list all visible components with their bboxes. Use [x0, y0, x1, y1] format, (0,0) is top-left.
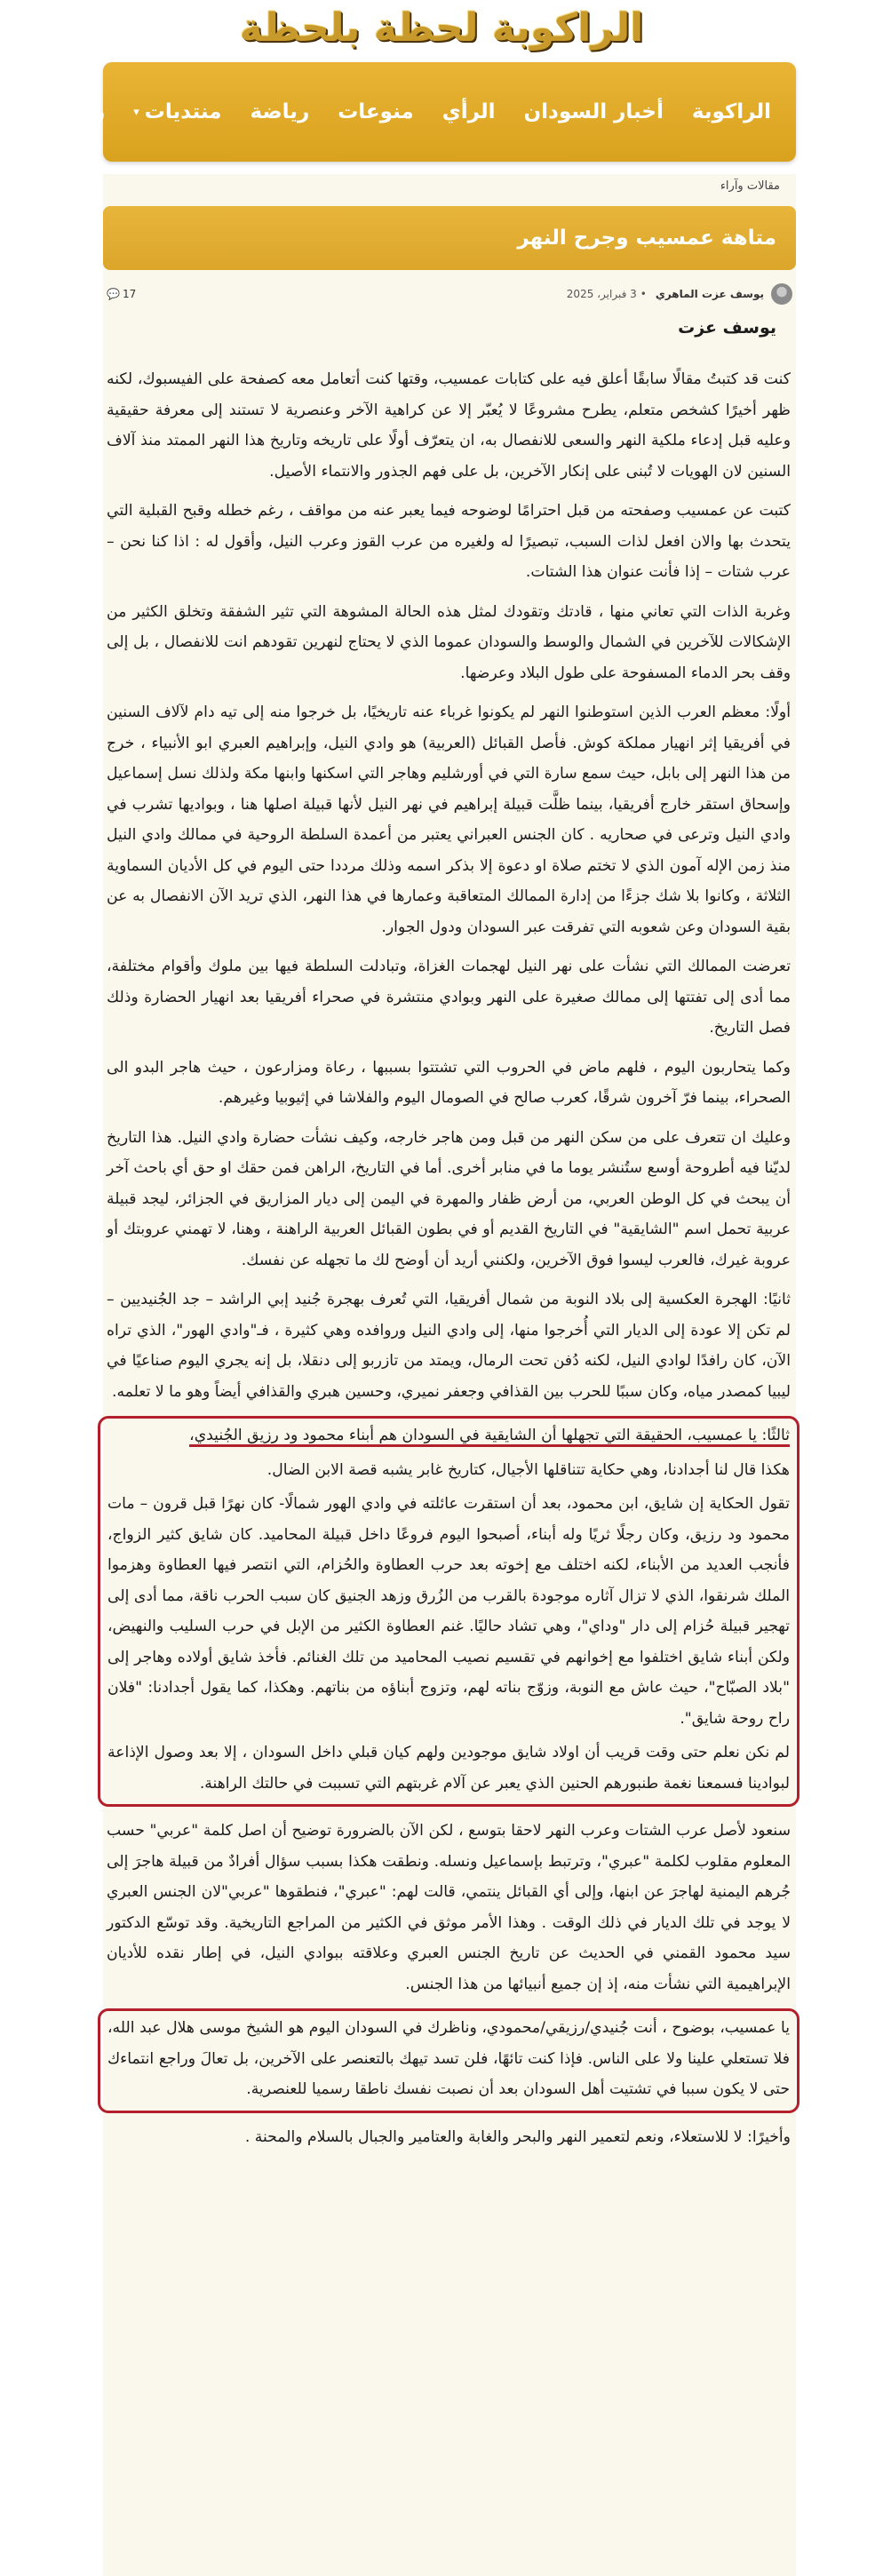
nav-label: الرأي	[442, 100, 496, 123]
logo-text: الراكوبة لحظة بلحظة	[239, 4, 644, 51]
article-final-paragraph: وأخيرًا: لا للاستعلاء، ونعم لتعمير النهر والبحر والغابة والعتامير والجبال بالسلام والمحنة .	[244, 2127, 791, 2146]
article-paragraph: تعرضت الممالك التي نشأت على نهر النيل لهجمات الغزاة، وتبادلت السلطة فيها بين ملوك وأقوام مختلفة، مما أدى إلى تفتتها إلى ممالك صغيرة على النهر وبوادي منتشرة في صحراء أفريقيا بعد انهيار الحضارة وذلك فصل التاريخ.	[107, 958, 791, 1037]
nav-item-sports[interactable]	[251, 100, 310, 123]
breadcrumb-category[interactable]: مقالات وآراء	[720, 179, 780, 193]
nav-item-sudan-news[interactable]	[524, 100, 664, 123]
article-paragraph: وكما يتحاربون اليوم ، فلهم ماض في الحروب التي تشتتوا بسببها ، رعاة ومزارعون ، حيث هاجر البدو الى الصحراء، بينما فرّ آخرون شرقًا، كعرب صالح في الصومال اليوم والفلاشا في إثيوبيا وغيرهم.	[107, 1058, 791, 1107]
highlight-box-shaigiya	[98, 1416, 799, 1807]
author-avatar[interactable]	[771, 283, 792, 305]
nav-item-forums[interactable]	[133, 100, 221, 123]
article-paragraph: ثانيًا: الهجرة العكسية إلى بلاد النوبة من شمال أفريقيا، التي تُعرف بهجرة جُنيد إبي الراشد – جد الجُنيديين – لم تكن إلا عودة إلى الديار التي أُخرجوا منها، إلى وادي النيل وروافده وهي كثيرة ، فـ"وادي الهور"، الذي تراه الآن، كان رافدًا لوادي النيل، لكنه دُفن تحت الرمال، ويمتد من تازربو إلى دنقلا، بل إنه يجري اليوم صناعيًا في ليبيا كمصدر مياه، وكان سببًا للحرب بين القذافي وجعفر نميري، وحسين هبري والقذافي أيضاً وهو ما لا تعلمه.	[107, 1291, 791, 1401]
site-logo[interactable]	[0, 0, 883, 55]
underlined-lead: ثالثًا: يا عمسيب، الحقيقة التي تجهلها أن الشايقية في السودان هم أبناء محمود ود رزيق الجُنيدي،	[189, 1427, 790, 1447]
nav-item-variety[interactable]	[338, 100, 414, 123]
nav-item-contact[interactable]	[42, 100, 105, 123]
article-paragraph: يا عمسيب، بوضوح ، أنت جُنيدي/رزيقي/محمودي، وناظرك في السودان اليوم هو الشيخ موسى هلال عبد الله، فلا تستعلي علينا ولا على الناس. فإذا كنت تائهًا، فلن تسد تيهك بالتعنصر على الآخرين، بل تعالَ وراجع انتماءك حتى لا يكون سببا في تشتيت أهل السودان بعد أن نصبت نفسك ناطقا رسميا للعنصرية.	[107, 2019, 790, 2098]
article-paragraph: لم نكن نعلم حتى وقت قريب أن اولاد شايق موجودين ولهم كيان قبلي داخل السودان ، إلا بعد وصول الإذاعة لبوادينا فسمعنا نغمة طنبورهم الحنين الذي يعبر عن آلام غربتهم التي تسببت في حالتك الراهنة.	[107, 1744, 790, 1793]
comment-count-text: 17	[122, 288, 137, 300]
article-meta	[103, 281, 796, 307]
article-paragraph: كنت قد كتبتُ مقالًا سابقًا أعلق فيه على كتابات عمسيب، وقتها كنت أتعامل معه كصفحة على الفيسبوك، لكنه ظهر أخيرًا كشخص متعلم، يطرح مشروعًا لا يُعبّر إلا عن كراهية الآخر وعنصرية لا تستند إلى معرفة حقيقية وعليه قبل إدعاء ملكية النهر والسعى للانفصال به، ان يتعرّف أولًا على تاريخه وتاريخ هذا النهر الممتد منذ آلاف السنين لان الهويات لا تُبنى على إنكار الآخرين، بل على فهم الجذور والانتماء الأصيل.	[107, 370, 791, 481]
comments-count[interactable]	[107, 288, 136, 300]
highlight-lead	[107, 1420, 790, 1451]
comment-icon: 💬	[107, 288, 120, 300]
article-title: متاهة عمسيب وجرح النهر	[517, 227, 776, 250]
article-paragraph: سنعود لأصل عرب الشتات وعرب النهر لاحقا بتوسع ، لكن الآن بالضرورة توضيح أن اصل كلمة "عربي" حسب المعلوم مقلوب لكلمة "عبري"، وترتبط بإسماعيل ونسله. ونطقت هكذا بسبب سؤال أفرادٌ من قبيلة هاجرَ إلى جُرهم اليمنية لهاجرَ عن ابنها، وإلى أي القبائل ينتمي، قالت لهم: "عبري"، فنطقوها "عربي"لان الجنس العبري لا يوجد في تلك الديار في ذلك الوقت . وهذا الأمر موثق في الكثير من المراجع التاريخية. وقد توسّع الدكتور سيد محمود القمني في الحديث عن تاريخ الجنس العبري وعلاقته ببوادي النيل، في إطار نقده للأديان الإبراهيمية التي نشأت منه، إذ إن جميع أنبيائها من هذا الجنس.	[107, 1822, 791, 1993]
article-paragraph: كتبت عن عمسيب وصفحته من قبل احترامًا لوضوحه فيما يعبر عنه من مواقف ، رغم خطله وقبح القبلية التي يتحدث بها والان افعل لذات السبب، تبصيرًا له ولغيره من عرب القوز وعرب النيل، وأقول له : اذا كنا نحن – عرب شتات – إذا فأنت عنوان هذا الشتات.	[107, 502, 791, 581]
nav-label: الراكوبة	[691, 100, 771, 123]
byline: يوسف عزت	[678, 318, 776, 338]
article-paragraph: وعليك ان تتعرف على من سكن النهر من قبل ومن هاجر خارجه، وكيف نشأت حضارة وادي النيل. هذا التاريخ لديّنا فيه أطروحة أوسع ستُنشر يوما ما في منابر أخرى. أما في التاريخ، الراهن فمن حقك او حق أي باحث آخر أن يبحث في كل الوطن العربي، من أرض ظفار والمهرة في اليمن إلى ديار المزاريق في الجزائر، ليجد قبيلة عربية تحمل اسم "الشايقية" في التاريخ القديم أو في بطون القبائل العربية الراهنة ، وهنا، لا تهمني عروبتك أو عروبة غيرك، فالعرب ليسوا فوق الآخرين، ولكنني أريد أن أوضح لك ما تجهله عن نفسك.	[107, 1128, 791, 1269]
nav-label: راسلنا	[42, 100, 106, 123]
nav-label: رياضة	[250, 100, 310, 123]
post-date	[567, 288, 647, 300]
article-paragraph: وغربة الذات التي تعاني منها ، قادتك وتقودك لمثل هذه الحالة المشوهة التي تثير الشفقة وتخلق الكثير من الإشكالات للآخرين في الشمال والوسط والسودان عموما الذي لا يحتاج لنهرين تقودهم انت للانفصال ، بل إلى وقف بحر الدماء المسفوحة على طول البلاد وعرضها.	[107, 602, 791, 682]
article-paragraph: تقول الحكاية إن شايق، ابن محمود، بعد أن استقرت عائلته في وادي الهور شمالًا- كان نهرًا قبل قرون – مات محمود ود رزيق، وكان رجلًا ثريًا وله أبناء، أصبحوا اليوم فروعًا داخل قبيلة المحاميد. كان شايق كثير الزواج، فأنجب العديد من الأبناء، لكنه اختلف مع إخوته بعد حرب العطاوة والحُزام، التي انتصر فيها العطاوة وهزموا الملك شرنقوا، الذي لا تزال آثاره موجودة بالقرب من الزُرق وزهد الجنيق كان سبب الحرب ناقة، مما أدى إلى تهجير قبيلة حُزام إلى دار "وداي"، وهي تشاد حاليًا. غنم العطاوة الكثير من الإبل في حرب السليب والنهيض، ولكن أبناء شايق اختلفوا مع إخوانهم في تقسيم نصيب المحاميد من تلك الغنائم. فأخذ شايق أولاده وهاجر إلى "بلاد الصبّاح"، حيث عاش مع النوبة، وزوّج بناته لهم، وتزوج أبناؤه من بناتهم. وهكذا، كما يقول أجدادنا: "فلان راح روحة شايق".	[107, 1495, 790, 1728]
nav-label: أخبار السودان	[523, 100, 664, 123]
dot-separator: •	[640, 288, 647, 300]
article-paragraph: هكذا قال لنا أجدادنا، وهي حكاية تتناقلها الأجيال، كتاريخ غابر يشبه قصة الابن الضال.	[266, 1460, 790, 1479]
date-text: 3 فبراير، 2025	[566, 288, 637, 300]
chevron-down-icon: ▾	[133, 105, 139, 119]
nav-item-opinion[interactable]	[442, 100, 496, 123]
main-nav	[42, 62, 796, 162]
nav-item-home[interactable]	[692, 100, 771, 123]
highlight-box-address	[98, 2008, 799, 2113]
nav-label: منتديات	[144, 100, 222, 123]
article-paragraph: أولًا: معظم العرب الذين استوطنوا النهر لم يكونوا غرباء عنه تاريخيًا، بل خرجوا منه إلى تيه دام لآلاف السنين في أفريقيا إثر انهيار مملكة كوش. فأصل القبائل (العربية) هو وادي النيل، وإبراهيم العبري ابو الأنبياء ، خرج من هذا النهر إلى بابل، حيث سمع سارة التي في أورشليم وهاجر التي اسكنها وابنها مكة ولذلك نسل إسماعيل وإسحاق استقر خارج أفريقيا، بينما ظلَّت قبيلة إبراهيم في نهر النيل لأنها قبيلة اصلها هنا ، وبواديها تشرب في وادي النيل وترعى في صحاريه . كان الجنس العبراني يعتبر من أعمدة السلطة الروحية في ممالك وادي النيل منذ زمن الإله آمون الذي لا تختم صلاة او دعوة إلا بذكر اسمه وذلك مرددا حتى اليوم في كل الأديان السماوية الثلاثة ، وكانوا بلا شك جزءًا من إدارة الممالك المتعاقبة وعمارها في هذا النهر، الذي تريد الآن الانفصال به عن بقية السودان وعن شعوبه التي تفرقت عبر السودان ودول الجوار.	[107, 704, 791, 936]
article-body	[107, 364, 791, 2161]
nav-label: منوعات	[338, 100, 414, 123]
article-title-bar	[103, 206, 796, 270]
author-name[interactable]: يوسف عزت الماهري	[655, 288, 764, 300]
